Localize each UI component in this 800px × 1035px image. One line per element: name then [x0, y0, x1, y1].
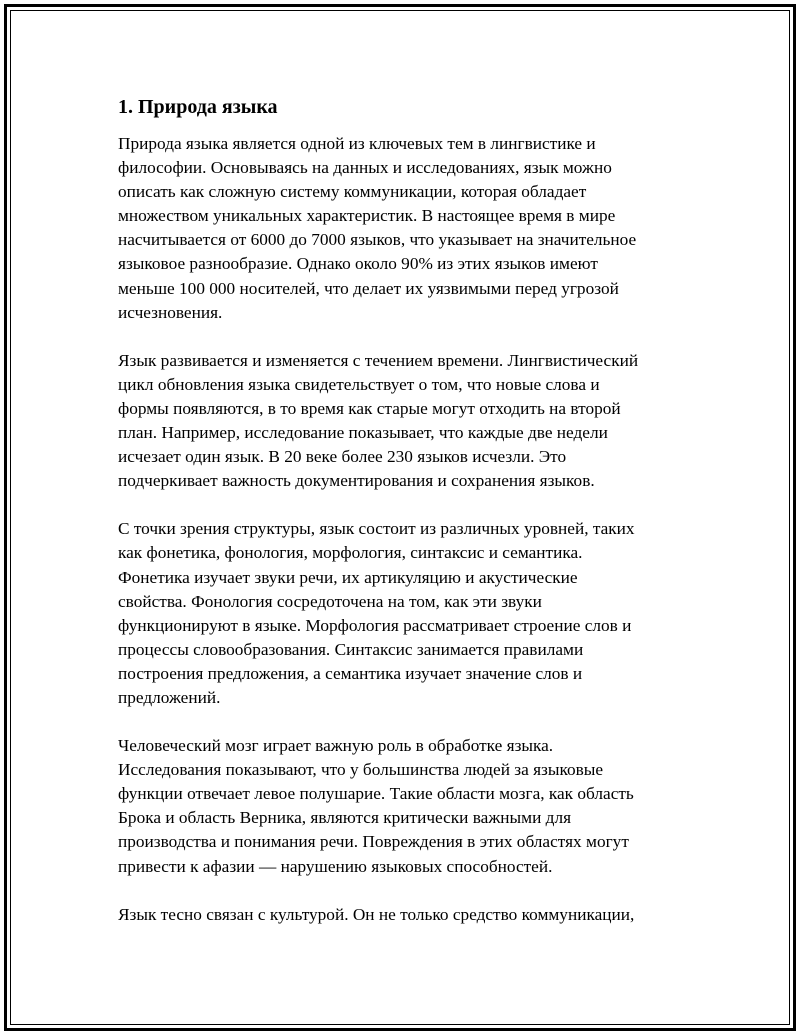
paragraph-language-change: Язык развивается и изменяется с течением времени. Лингвистический цикл обновления языка свидетельствует о том, что новые слова и формы появляются, в то время как старые могут отходить на второй план. Например, исследование показывает, что каждые две недели исчезает один язык. В 20 веке более 230 языков исчезли. Это подчеркивает важность документирования и сохранения языков.	[118, 350, 639, 491]
paragraph-language-structure: С точки зрения структуры, язык состоит из различных уровней, таких как фонетика, фонология, морфология, синтаксис и семантика. Фонетика изучает звуки речи, их артикуляцию и акустические свойства. Фонология сосредоточена на том, как эти звуки функционируют в языке. Морфология рассматривает строение слов и процессы словообразования. Синтаксис занимается правилами построения предложения, а семантика изучает значение слов и предложений.	[118, 519, 635, 707]
paragraph-brain-and-language: Человеческий мозг играет важную роль в обработке языка. Исследования показывают, что у большинства людей за языковые функции отвечает левое полушарие. Такие области мозга, как область Брока и область Верника, являются критически важными для производства и понимания речи. Повреждения в этих областях могут привести к афазии — нарушению языковых способностей.	[118, 736, 634, 876]
document-body	[118, 94, 683, 951]
paragraph-language-and-culture: Язык тесно связан с культурой. Он не только средство коммуникации,	[118, 904, 635, 924]
paragraph-nature-of-language: Природа языка является одной из ключевых тем в лингвистике и философии. Основываясь на данных и исследованиях, язык можно описать как сложную систему коммуникации, которая обладает множеством уникальных характеристик. В настоящее время в мире насчитывается от 6000 до 7000 языков, что указывает на значительное языковое разнообразие. Однако около 90% из этих языков имеют меньше 100 000 носителей, что делает их уязвимыми перед угрозой исчезновения.	[118, 134, 637, 322]
section-title: 1. Природа языка	[118, 96, 278, 118]
